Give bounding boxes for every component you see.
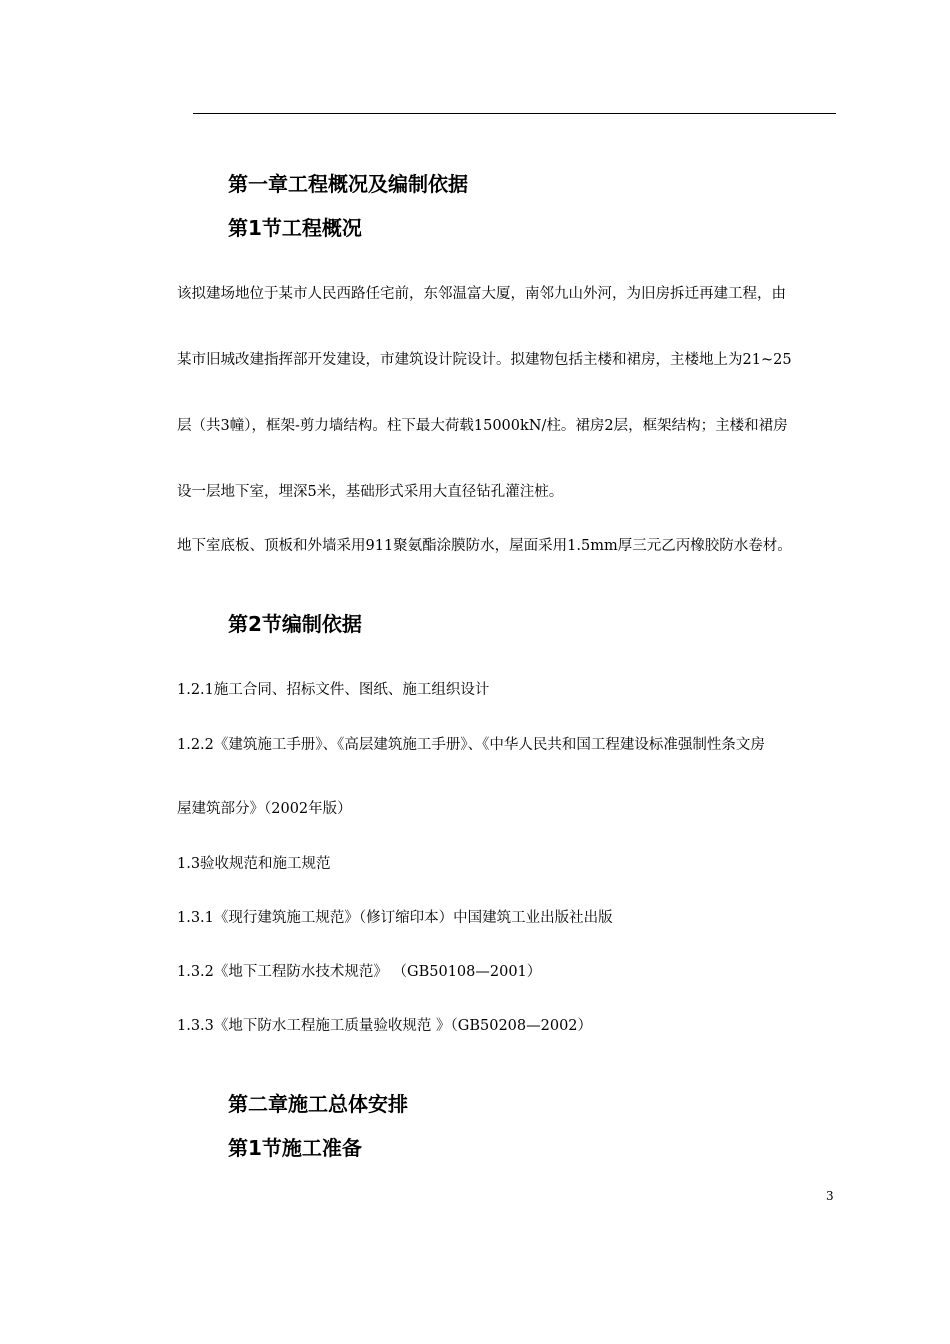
basis-item: 1.3验收规范和施工规范 (177, 856, 331, 872)
basis-item: 1.2.2《建筑施工手册》、《高层建筑施工手册》、《中华人民共和国工程建设标准强制性条文房 (177, 737, 765, 753)
page-number: 3 (826, 1189, 834, 1203)
section-1-1-title: 第1节工程概况 (228, 216, 362, 240)
section-2-1-title: 第1节施工准备 (228, 1136, 362, 1160)
basis-item: 1.3.2《地下工程防水技术规范》 （GB50108—2001） (177, 964, 542, 980)
waterproof-line: 地下室底板、顶板和外墙采用911聚氨酯涂膜防水，屋面采用1.5mm厚三元乙丙橡胶防水卷材。 (177, 538, 792, 554)
chapter-1-title: 第一章工程概况及编制依据 (228, 172, 468, 196)
overview-line-2: 某市旧城改建指挥部开发建设，市建筑设计院设计。拟建物包括主楼和裙房，主楼地上为21~25 (177, 352, 792, 368)
overview-line-3: 层（共3幢），框架-剪力墙结构。柱下最大荷载15000kN/柱。裙房2层，框架结构；主楼和裙房 (177, 418, 788, 434)
header-rule (193, 113, 836, 114)
chapter-2-title: 第二章施工总体安排 (228, 1092, 408, 1116)
basis-item: 屋建筑部分》（2002年版） (177, 801, 352, 817)
basis-item: 1.3.1《现行建筑施工规范》（修订缩印本）中国建筑工业出版社出版 (177, 910, 613, 926)
overview-line-1: 该拟建场地位于某市人民西路任宅前，东邻温富大厦，南邻九山外河，为旧房拆迁再建工程，由 (177, 286, 786, 302)
overview-line-4: 设一层地下室，埋深5米，基础形式采用大直径钻孔灌注桩。 (177, 484, 564, 500)
section-1-2-title: 第2节编制依据 (228, 612, 362, 636)
basis-item: 1.3.3《地下防水工程施工质量验收规范 》（GB50208—2002） (177, 1018, 593, 1034)
basis-item: 1.2.1施工合同、招标文件、图纸、施工组织设计 (177, 682, 490, 698)
